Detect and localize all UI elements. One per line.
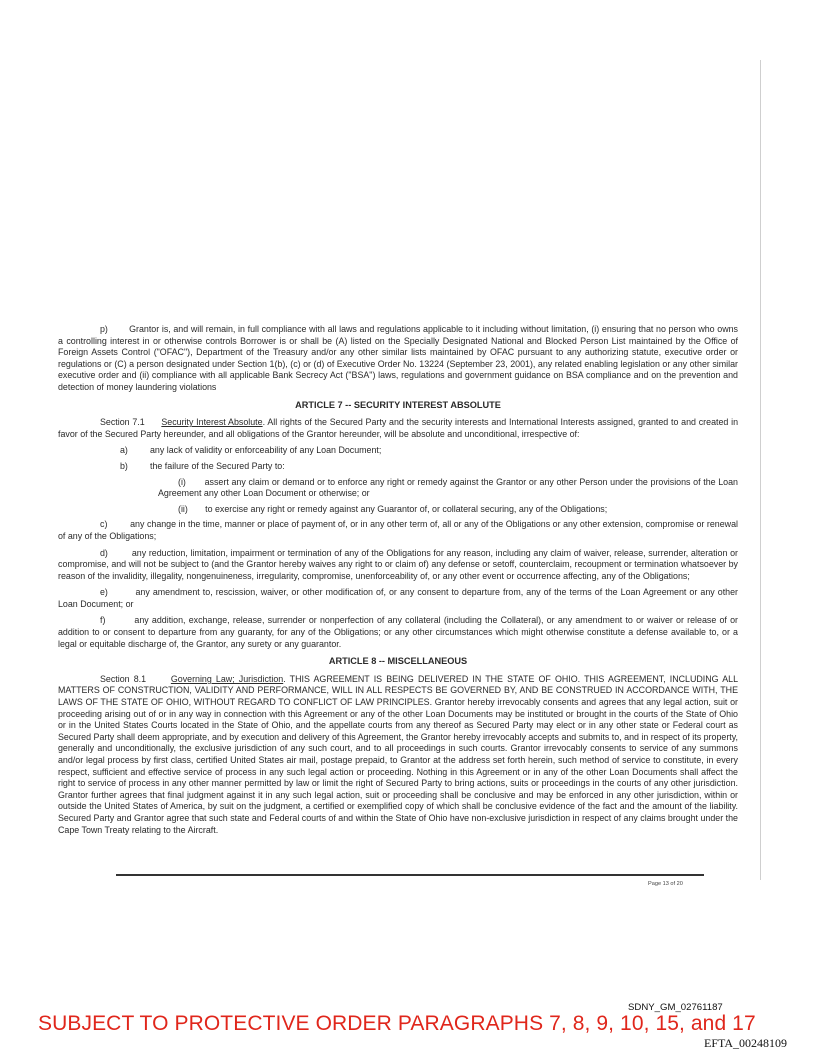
list-item-a <box>58 445 738 457</box>
scan-edge-line <box>760 60 761 880</box>
section-7-1-title: Security Interest Absolute <box>161 417 263 428</box>
list-item-d-text: any reduction, limitation, impairment or termination of any of the Obligations for any reason, including any claim of waiver, release, surrender, alteration or compromise, and will not be subject to (and the Grantor hereby waives any right to or claim of) any defense or setoff, counterclaim, recoupment or termination whatsoever by reason of the invalidity, illegality, nongenuineness, irregularity, compromise, unenforceability of, or any other event or occurrence affecting, any of the Obligations; <box>58 547 738 581</box>
list-item-f <box>58 615 738 650</box>
document-body <box>58 324 738 841</box>
list-item-a-text: any lack of validity or enforceability of any Loan Document; <box>150 445 382 456</box>
paragraph-p-label: p) <box>100 324 108 334</box>
list-item-e-text: any amendment to, rescission, waiver, or other modification of, or any consent to departure from, any of the terms of the Loan Agreement or any other Loan Document; or <box>58 587 738 609</box>
list-item-d-label: d) <box>100 547 108 558</box>
list-item-e <box>58 587 738 610</box>
list-item-a-label: a) <box>120 445 128 456</box>
section-7-1-label: Section 7.1 <box>100 417 145 428</box>
list-item-b-ii-label: (ii) <box>178 503 188 514</box>
article-7-heading: ARTICLE 7 -- SECURITY INTEREST ABSOLUTE <box>295 399 501 410</box>
list-item-f-text: any addition, exchange, release, surrender or nonperfection of any collateral (including the Collateral), or any amendment to or waiver or release of or addition to or consent to departure from any guaranty, for any of the Obligations; or any other circumstances which might otherwise constitute a defense available to, or a legal or equitable discharge of, the Grantor, any surety or any guarantor. <box>58 615 738 649</box>
footer-rule <box>116 874 704 876</box>
bates-number: SDNY_GM_02761187 <box>628 1002 723 1013</box>
paragraph-p-text: Grantor is, and will remain, in full compliance with all laws and regulations applicable to it including without limitation, (i) ensuring that no person who owns a controlling interest in or otherwise controls Borrower is or shall be (A) listed on the Specially Designated National and Blocked Person List maintained by the Office of Foreign Assets Control ("OFAC"), Department of the Treasury and/or any other similar lists maintained by OFAC pursuant to any authorizing statute, executive order or regulations or (C) a person designated under Section 1(b), (c) or (d) of Executive Order No. 13224 (September 23, 2001), any related enabling legislation or any other similar executive order and (ii) compliance with all applicable Bank Secrecy Act ("BSA") laws, regulations and government guidance on BSA compliance and on the prevention and detection of money laundering violations <box>58 324 738 392</box>
section-7-1-text: . All rights of the Secured Party and the security interests and International Interests assigned, granted to and created in favor of the Secured Party hereunder, and all obligations of the Grantor hereunder, will be absolute and unconditional, irrespective of: <box>58 417 739 439</box>
section-8-1-title: Governing Law; Jurisdiction <box>170 673 284 684</box>
list-item-b-text: the failure of the Secured Party to: <box>150 460 285 471</box>
list-item-b-ii-text: to exercise any right or remedy against any Guarantor of, or collateral securing, any of the Obligations; <box>205 503 608 514</box>
list-item-e-label: e) <box>100 587 108 598</box>
list-item-f-label: f) <box>100 615 106 626</box>
list-item-c <box>58 519 738 542</box>
list-item-b <box>58 461 738 473</box>
protective-order-banner: SUBJECT TO PROTECTIVE ORDER PARAGRAPHS 7, 8, 9, 10, 15, and 17 <box>38 1012 756 1035</box>
list-item-c-text: any change in the time, manner or place of payment of, or in any other term of, all or any of the Obligations or any other extension, compromise or renewal of any of the Obligations; <box>58 519 738 541</box>
list-item-b-ii <box>58 504 738 516</box>
paragraph-p <box>58 324 738 394</box>
list-item-b-label: b) <box>120 460 128 471</box>
page-number: Page 13 of 20 <box>648 881 683 887</box>
section-8-1 <box>58 674 738 836</box>
article-8-heading: ARTICLE 8 -- MISCELLANEOUS <box>328 656 468 667</box>
section-8-1-text: . THIS AGREEMENT IS BEING DELIVERED IN THE STATE OF OHIO. THIS AGREEMENT, INCLUDING ALL MATTERS OF CONSTRUCTION, VALIDITY AND PERFORMANCE, WILL IN ALL RESPECTS BE GOVERNED BY, AND BE CONSTRUED IN ACCORDANCE WITH, THE LAWS OF THE STATE OF OHIO, WITHOUT REGARD TO CONFLICT OF LAW PRINCIPLES. Grantor hereby irrevocably consents and agrees that any legal action, suit or proceeding arising out of or in any way in connection with this Agreement or any of the other Loan Documents may be instituted or brought in the courts of the State of Ohio or in the United States Courts located in the State of Ohio, and the appellate courts from any thereof as Secured Party may elect or in any other state or Federal court as Secured Party shall deem appropriate, and by execution and delivery of this Agreement, the Grantor hereby irrevocably accepts and submits to, and in respect of its property, generally and unconditionally, the exclusive jurisdiction of any such court, and to all proceedings in such courts. Grantor irrevocably consents to service of any summons and/or legal process by first class, certified United States air mail, postage prepaid, to Grantor at the address set forth herein, such method of service to constitute, in every respect, sufficient and effective service of process in any such legal action or proceeding. Nothing in this Agreement or in any of the other Loan Documents shall affect the right to service of process in any other manner permitted by law or limit the right of Secured Party to bring actions, suits or proceedings in the courts of any other jurisdiction. Grantor further agrees that final judgment against it in any such legal action, suit or proceeding shall be conclusive and may be enforced in any other jurisdiction, within or outside the United States of America, by suit on the judgment, a certified or exemplified copy of which shall be conclusive evidence of the fact and the amount of the liability. Secured Party and Grantor agree that such state and Federal courts of and within the State of Ohio have non-exclusive jurisdiction in respect of any claims brought under the Cape Town Treaty relating to the Aircraft. <box>58 673 739 835</box>
section-7-1 <box>58 417 738 440</box>
list-item-b-i-text: assert any claim or demand or to enforce any right or remedy against the Grantor or any other Person under the provisions of the Loan Agreement any other Loan Document or otherwise; or <box>158 476 738 499</box>
list-item-b-i-label: (i) <box>178 476 186 487</box>
efta-stamp: EFTA_00248109 <box>704 1036 788 1050</box>
list-item-c-label: c) <box>100 519 108 530</box>
list-item-d <box>58 548 738 583</box>
section-8-1-label: Section 8.1 <box>100 673 147 684</box>
list-item-b-i <box>58 477 738 500</box>
